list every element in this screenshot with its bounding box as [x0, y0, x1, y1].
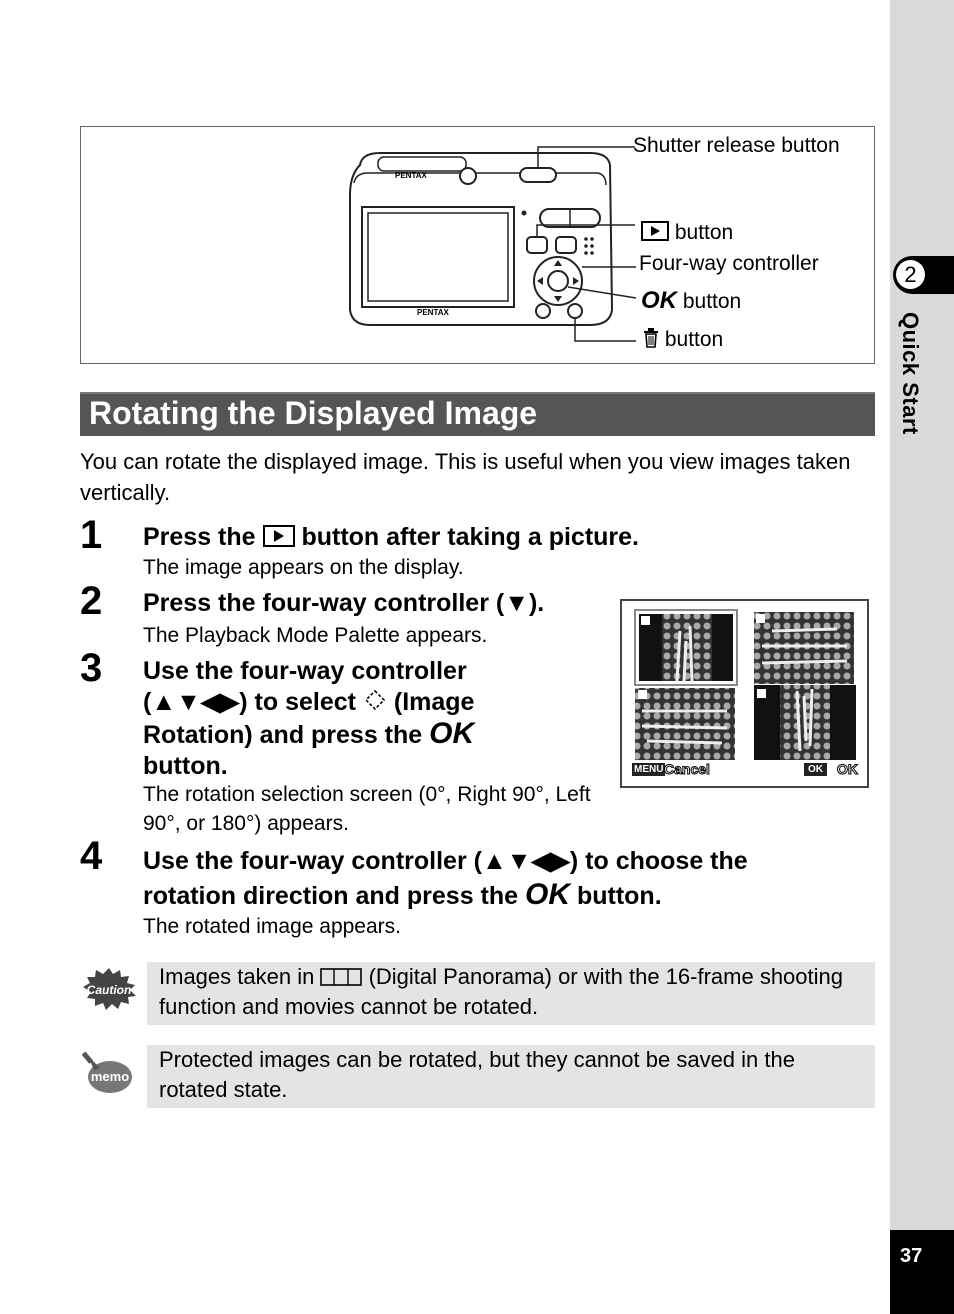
page-number-box	[890, 1230, 954, 1314]
section-title: Rotating the Displayed Image	[89, 395, 538, 431]
chapter-sidebar	[890, 0, 954, 1314]
step-4-number: 4	[80, 834, 103, 878]
step-2-number: 2	[80, 579, 103, 623]
chapter-title: Quick Start	[898, 312, 923, 435]
step-4-title	[143, 845, 863, 913]
caution-text-post: (Digital Panorama) or with the 16-frame shooting function and movies cannot be rotated.	[159, 964, 844, 1019]
lcd-rotation-screen	[620, 599, 869, 788]
step-2-title: Press the four-way controller (▼).	[143, 589, 545, 617]
ok-icon: OK	[429, 717, 475, 750]
lcd-cancel-label: Cancel	[664, 761, 710, 777]
playback-icon	[263, 525, 295, 547]
trash-icon	[643, 328, 659, 348]
rotation-icon	[363, 688, 387, 712]
page-number: 37	[900, 1245, 923, 1267]
intro-text: You can rotate the displayed image. This is useful when you view images taken vertically.	[80, 449, 851, 505]
step-4-title-line2	[143, 878, 863, 913]
lcd-ok-tag: OK	[804, 763, 827, 776]
caution-label: Caution	[86, 983, 132, 997]
callout-trash-label: button	[664, 328, 724, 351]
memo-icon	[82, 1050, 134, 1098]
step-4-title-line1: Use the four-way controller (▲▼◀▶) to choose the	[143, 847, 748, 875]
step-3-title-line1: Use the four-way controller	[143, 657, 467, 685]
lcd-ok-label: OK	[837, 761, 858, 777]
step-3-title-line4: button.	[143, 752, 228, 780]
callout-ok-label: button	[682, 290, 742, 313]
step-2-desc: The Playback Mode Palette appears.	[143, 624, 488, 647]
step-1-title	[143, 522, 639, 553]
ok-icon: OK	[525, 878, 571, 911]
callout-ok	[641, 287, 741, 315]
callout-trash	[643, 328, 723, 352]
step-4-title-line2-pre: rotation direction and press the	[143, 882, 519, 910]
step-3-title-line3-pre: Rotation) and press the	[143, 721, 423, 749]
playback-icon	[641, 221, 669, 241]
ok-icon: OK	[641, 287, 677, 314]
panorama-icon	[320, 967, 362, 987]
caution-text-pre: Images taken in	[159, 964, 315, 989]
callout-shutter: Shutter release button	[633, 134, 840, 157]
step-1-title-post: button after taking a picture.	[301, 523, 639, 551]
callout-playback	[641, 221, 733, 245]
step-3-title-line3	[143, 718, 613, 751]
step-1-number: 1	[80, 513, 103, 557]
caution-icon	[80, 966, 138, 1012]
camera-back-illustration	[340, 135, 670, 355]
memo-label: memo	[90, 1069, 130, 1084]
step-1-desc: The image appears on the display.	[143, 556, 464, 579]
step-3-title-line2	[143, 687, 613, 718]
step-3-title-line2-pre: (▲▼◀▶) to select	[143, 688, 356, 716]
callout-four-way: Four-way controller	[639, 252, 819, 275]
step-3-title-line2-post: (Image	[393, 688, 475, 716]
step-4-title-line2-post: button.	[576, 882, 662, 910]
step-4-desc: The rotated image appears.	[143, 915, 401, 938]
step-3-number: 3	[80, 646, 103, 690]
step-1-title-pre: Press the	[143, 523, 256, 551]
lcd-menu-tag: MENU	[634, 764, 664, 775]
camera-brand-top: PENTAX	[395, 171, 427, 180]
chapter-number: 2	[896, 260, 925, 289]
step-3-title	[143, 656, 613, 782]
callout-playback-label: button	[674, 221, 734, 244]
memo-text: Protected images can be rotated, but they cannot be saved in the rotated state.	[159, 1047, 795, 1102]
caution-text	[159, 962, 864, 1022]
lcd-thumbnails	[622, 601, 867, 786]
step-3-desc: The rotation selection screen (0°, Right 90°, Left 90°, or 180°) appears.	[143, 783, 591, 835]
camera-brand-bottom: PENTAX	[417, 308, 449, 317]
